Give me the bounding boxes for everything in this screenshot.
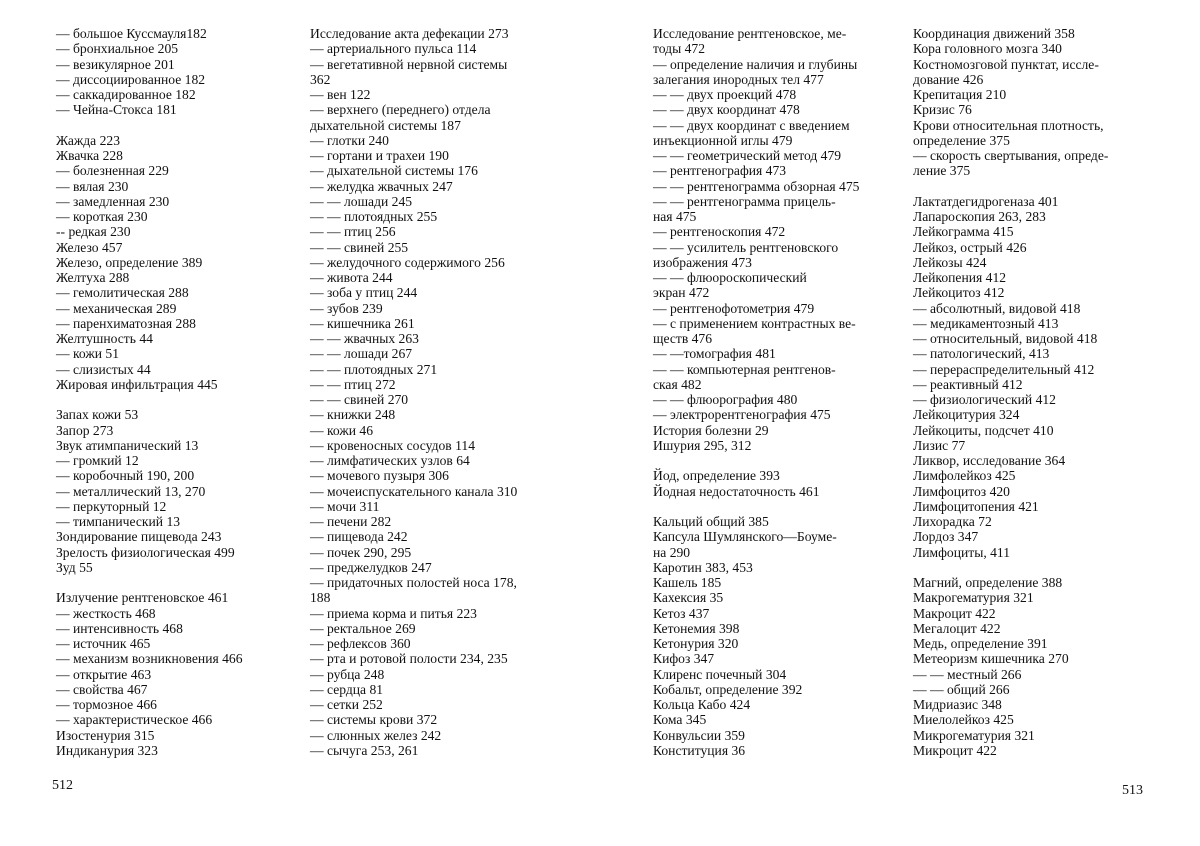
index-entry: — — жвачных 263	[310, 331, 419, 346]
index-entry: — везикулярное 201	[56, 56, 175, 72]
index-entry: — зоба у птиц 244	[310, 285, 418, 301]
index-entry: Жвачка 228	[56, 148, 123, 163]
blank-line	[913, 560, 1148, 575]
index-entry: — мочеиспускательного канала 310	[310, 483, 518, 499]
index-entry: Лихорадка 72	[913, 514, 992, 529]
index-entry: — Чейна-Стокса 181	[56, 102, 177, 118]
index-entry: определение 375	[913, 132, 1010, 148]
index-entry: История болезни 29	[653, 422, 769, 438]
index-entry: — зубов 239	[310, 300, 383, 316]
index-entry: Мидриазис 348	[913, 697, 1002, 712]
index-entry: — реактивный 412	[913, 376, 1023, 392]
index-entry: Капсула Шумлянского—Боуме-	[653, 529, 837, 545]
index-entry: Лапароскопия 263, 283	[913, 209, 1046, 224]
index-entry: Кетоз 437	[653, 605, 710, 621]
index-entry: — перераспределительный 412	[913, 361, 1095, 377]
index-entry: залегания инородных тел 477	[653, 71, 824, 87]
index-entry: — пищевода 242	[310, 529, 408, 545]
index-entry: — медикаментозный 413	[913, 315, 1059, 331]
index-entry: — абсолютный, видовой 418	[913, 300, 1081, 316]
index-entry: Лейкоциты, подсчет 410	[913, 422, 1054, 438]
index-entry: Желтуха 288	[56, 270, 130, 285]
index-entry: Жажда 223	[56, 132, 121, 148]
index-entry: — паренхиматозная 288	[56, 315, 196, 331]
index-entry: — кишечника 261	[310, 315, 415, 331]
index-entry: — — двух координат 478	[653, 102, 800, 118]
index-entry: — печени 282	[310, 514, 392, 529]
index-entry: — — рентгенограмма обзорная 475	[653, 178, 860, 194]
index-entry: — интенсивность 468	[56, 620, 183, 636]
blank-line	[653, 499, 893, 514]
index-entry: Кризис 76	[913, 102, 972, 118]
index-entry: — — геометрический метод 479	[653, 148, 842, 163]
index-entry: — рефлексов 360	[310, 636, 411, 651]
blank-line	[56, 392, 296, 407]
index-entry: Лейкоцитурия 324	[913, 407, 1020, 423]
index-entry: — тимпанический 13	[56, 514, 181, 529]
index-entry: изображения 473	[653, 254, 752, 270]
index-entry: Макроцит 422	[913, 605, 996, 621]
index-entry: Железо 457	[56, 239, 123, 255]
index-entry: — определение наличия и глубины	[653, 56, 858, 72]
index-entry: Лордоз 347	[913, 529, 979, 545]
index-entry: — диссоциированное 182	[56, 71, 206, 87]
index-entry: на 290	[653, 544, 691, 560]
index-entry: Йодная недостаточность 461	[653, 483, 820, 499]
index-entry: Йод, определение 393	[653, 468, 780, 484]
index-entry: — металлический 13, 270	[56, 483, 206, 499]
index-entry: — характеристическое 466	[56, 712, 213, 728]
index-entry: Медь, определение 391	[913, 636, 1048, 651]
index-entry: Желтушность 44	[56, 331, 153, 346]
index-entry: Конвульсии 359	[653, 727, 745, 743]
index-entry: — физиологический 412	[913, 392, 1056, 407]
index-entry: — слюнных желез 242	[310, 727, 442, 743]
index-entry: — — лошади 245	[310, 193, 413, 209]
index-entry: — источник 465	[56, 636, 151, 651]
index-entry: — патологический, 413	[913, 346, 1050, 362]
index-entry: Кашель 185	[653, 575, 722, 590]
index-entry: — мочевого пузыря 306	[310, 468, 449, 484]
index-entry: Ишурия 295, 312	[653, 437, 752, 453]
blank-line	[56, 118, 296, 133]
index-entry: — тормозное 466	[56, 697, 157, 712]
index-entry: — —томография 481	[653, 346, 776, 362]
index-entry: — придаточных полостей носа 178,	[310, 575, 517, 590]
index-entry: — перкуторный 12	[56, 498, 167, 514]
index-entry: — сетки 252	[310, 697, 383, 712]
index-entry: ление 375	[913, 163, 971, 179]
index-entry: Звук атимпанический 13	[56, 437, 199, 453]
index-entry: Метеоризм кишечника 270	[913, 651, 1069, 667]
index-entry: Микроцит 422	[913, 742, 997, 758]
index-entry: — — плотоядных 255	[310, 209, 438, 224]
page-number-right: 513	[1122, 783, 1143, 798]
index-entry: Исследование рентгеновское, ме-	[653, 26, 847, 41]
index-entry: — системы крови 372	[310, 712, 438, 728]
index-entry: — живота 244	[310, 270, 393, 285]
index-entry: Кетонурия 320	[653, 636, 739, 651]
index-entry: дование 426	[913, 71, 984, 87]
index-entry: Железо, определение 389	[56, 254, 203, 270]
index-entry: — — усилитель рентгеновского	[653, 239, 839, 255]
index-entry: Индиканурия 323	[56, 742, 158, 758]
index-entry: — — местный 266	[913, 666, 1022, 682]
index-entry: — — компьютерная рентгенов-	[653, 361, 836, 377]
index-entry: — — лошади 267	[310, 346, 413, 362]
index-entry: — вен 122	[310, 87, 371, 102]
index-entry: — — двух проекций 478	[653, 87, 797, 102]
index-entry: — мочи 311	[310, 498, 380, 514]
index-entry: — саккадированное 182	[56, 87, 196, 102]
index-entry: — сычуга 253, 261	[310, 742, 419, 758]
index-entry: Макрогематурия 321	[913, 590, 1034, 606]
index-entry: Лизис 77	[913, 437, 966, 453]
index-entry: Кахексия 35	[653, 590, 724, 606]
index-entry: — преджелудков 247	[310, 559, 432, 575]
blank-line	[653, 453, 893, 468]
index-entry: — относительный, видовой 418	[913, 331, 1098, 346]
index-entry: — кожи 51	[56, 346, 120, 362]
index-entry: Исследование акта дефекации 273	[310, 26, 509, 41]
index-column-2	[310, 26, 555, 758]
index-entry: — глотки 240	[310, 132, 389, 148]
index-entry: — ректальное 269	[310, 620, 416, 636]
index-entry: — дыхательной системы 176	[310, 163, 478, 179]
index-entry: — — флюорография 480	[653, 392, 798, 407]
index-entry: ная 475	[653, 209, 697, 224]
index-entry: — рта и ротовой полости 234, 235	[310, 651, 508, 667]
index-entry: Мегалоцит 422	[913, 620, 1001, 636]
index-entry: — механизм возникновения 466	[56, 651, 243, 667]
index-entry: ская 482	[653, 376, 702, 392]
index-entry: Лимфоцитоз 420	[913, 483, 1010, 499]
index-entry: Изостенурия 315	[56, 727, 155, 743]
index-entry: Лейкоз, острый 426	[913, 239, 1027, 255]
index-entry: — гортани и трахеи 190	[310, 148, 449, 163]
index-entry: экран 472	[653, 285, 710, 301]
index-entry: Кора головного мозга 340	[913, 41, 1062, 57]
index-entry: — вялая 230	[56, 178, 129, 194]
index-entry: — вегетативной нервной системы	[310, 56, 508, 72]
index-entry: — электрорентгенография 475	[653, 407, 831, 423]
index-entry: Излучение рентгеновское 461	[56, 590, 229, 606]
index-entry: 362	[310, 71, 331, 87]
index-entry: Кольца Кабо 424	[653, 697, 751, 712]
index-entry: — — птиц 272	[310, 376, 396, 392]
index-entry: — свойства 467	[56, 681, 148, 697]
index-entry: Лимфоцитопения 421	[913, 498, 1039, 514]
index-entry: Лейкограмма 415	[913, 224, 1014, 240]
index-entry: — рентгеноскопия 472	[653, 224, 786, 240]
index-entry: — рубца 248	[310, 666, 385, 682]
index-entry: — — общий 266	[913, 681, 1010, 697]
index-entry: Зрелость физиологическая 499	[56, 544, 235, 560]
index-entry: — — двух координат с введением	[653, 117, 850, 133]
index-entry: Координация движений 358	[913, 26, 1075, 41]
index-entry: -- редкая 230	[56, 224, 131, 240]
index-entry: — желудочного содержимого 256	[310, 254, 505, 270]
index-entry: — — рентгенограмма прицель-	[653, 193, 836, 209]
index-entry: Крепитация 210	[913, 87, 1007, 102]
index-entry: Костномозговой пунктат, иссле-	[913, 56, 1099, 72]
index-entry: — артериального пульса 114	[310, 41, 477, 57]
index-entry: — короткая 230	[56, 209, 148, 224]
index-entry: Ликвор, исследование 364	[913, 453, 1066, 468]
index-entry: — книжки 248	[310, 407, 396, 423]
index-entry: — верхнего (переднего) отдела	[310, 102, 491, 118]
index-entry: — открытие 463	[56, 666, 152, 682]
index-entry: — — плотоядных 271	[310, 361, 438, 377]
index-column-3	[653, 26, 893, 758]
index-entry: — — птиц 256	[310, 224, 396, 240]
index-column-1	[56, 26, 296, 758]
index-entry: — почек 290, 295	[310, 544, 412, 560]
index-entry: — приема корма и питья 223	[310, 605, 477, 621]
index-entry: — замедленная 230	[56, 193, 170, 209]
index-entry: Микрогематурия 321	[913, 727, 1035, 743]
blank-line	[56, 575, 296, 590]
index-entry: Запор 273	[56, 422, 114, 438]
index-entry: — лимфатических узлов 64	[310, 453, 470, 468]
index-entry: Кифоз 347	[653, 651, 715, 667]
index-entry: Крови относительная плотность,	[913, 117, 1104, 133]
index-entry: Лимфоциты, 411	[913, 544, 1011, 560]
index-entry: ществ 476	[653, 331, 713, 346]
index-entry: — — свиней 255	[310, 239, 409, 255]
index-entry: Лейкопения 412	[913, 270, 1007, 285]
index-entry: 188	[310, 590, 331, 606]
index-entry: — громкий 12	[56, 453, 139, 468]
index-entry: Клиренс почечный 304	[653, 666, 787, 682]
index-entry: Кальций общий 385	[653, 514, 769, 529]
index-entry: — желудка жвачных 247	[310, 178, 453, 194]
index-entry: Запах кожи 53	[56, 407, 139, 423]
index-entry: Лимфолейкоз 425	[913, 468, 1016, 484]
index-entry: Миелолейкоз 425	[913, 712, 1014, 728]
index-entry: — механическая 289	[56, 300, 177, 316]
index-entry: — гемолитическая 288	[56, 285, 189, 301]
blank-line	[913, 179, 1148, 194]
index-entry: — рентгенография 473	[653, 163, 787, 179]
index-entry: — — свиней 270	[310, 392, 409, 407]
index-entry: — — флюороскопический	[653, 270, 807, 285]
index-entry: — сердца 81	[310, 681, 384, 697]
index-entry: — слизистых 44	[56, 361, 151, 377]
index-entry: Кетонемия 398	[653, 620, 740, 636]
index-entry: — бронхиальное 205	[56, 41, 179, 57]
index-entry: Лейкозы 424	[913, 254, 987, 270]
index-entry: Жировая инфильтрация 445	[56, 376, 218, 392]
index-entry: — коробочный 190, 200	[56, 468, 195, 484]
index-entry: Зуд 55	[56, 559, 93, 575]
index-entry: — большое Куссмауля182	[56, 26, 207, 41]
index-entry: Зондирование пищевода 243	[56, 529, 222, 545]
index-column-4	[913, 26, 1148, 758]
index-entry: Кобальт, определение 392	[653, 681, 803, 697]
index-entry: — кровеносных сосудов 114	[310, 437, 475, 453]
index-entry: — болезненная 229	[56, 163, 169, 179]
index-entry: — жесткость 468	[56, 605, 156, 621]
index-entry: Лейкоцитоз 412	[913, 285, 1005, 301]
index-entry: — кожи 46	[310, 422, 374, 438]
index-entry: тоды 472	[653, 41, 706, 57]
index-entry: Конституция 36	[653, 742, 746, 758]
page-number-left: 512	[52, 778, 73, 793]
index-entry: инъекционной иглы 479	[653, 132, 793, 148]
index-entry: — рентгенофотометрия 479	[653, 300, 815, 316]
index-entry: Лактатдегидрогеназа 401	[913, 193, 1059, 209]
index-entry: дыхательной системы 187	[310, 117, 461, 133]
index-entry: Каротин 383, 453	[653, 559, 753, 575]
index-entry: Магний, определение 388	[913, 575, 1063, 590]
index-entry: — скорость свертывания, опреде-	[913, 148, 1109, 163]
index-entry: Кома 345	[653, 712, 707, 728]
index-entry: — с применением контрастных ве-	[653, 315, 856, 331]
